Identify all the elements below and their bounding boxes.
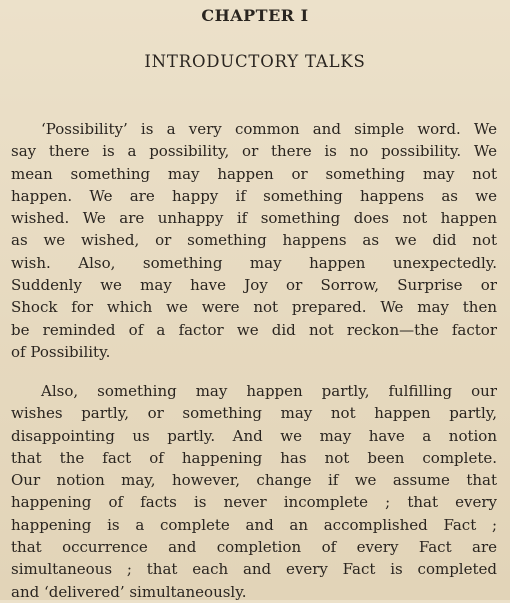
text-line: Shock for which we were not prepared. We may then: [11, 298, 497, 317]
text-line: happening of facts is never incomplete ; that every: [11, 493, 497, 512]
chapter-heading: CHAPTER I: [201, 6, 309, 25]
text-line: and ‘delivered’ simultaneously.: [11, 582, 247, 601]
text-line: be reminded of a factor we did not reckon—the factor: [11, 320, 497, 339]
text-line: of Possibility.: [11, 342, 111, 361]
text-line: Also, something may happen partly, fulfilling our: [41, 382, 497, 400]
text-line: wish. Also, something may happen unexpectedly.: [11, 253, 497, 272]
text-line: that occurrence and completion of every Fact are: [11, 538, 497, 557]
text-line: as we wished, or something happens as we did not: [11, 231, 497, 250]
text-line: simultaneous ; that each and every Fact is completed: [11, 560, 497, 579]
text-line: happen. We are happy if something happens as we: [11, 186, 497, 205]
chapter-title: INTRODUCTORY TALKS: [144, 52, 366, 71]
text-line: wished. We are unhappy if something does not happen: [11, 209, 497, 228]
text-line: Our notion may, however, change if we assume that: [11, 471, 497, 490]
paragraph-1: [11, 118, 497, 363]
paragraph-2: [11, 380, 497, 603]
text-line: say there is a possibility, or there is no possibility. We: [11, 142, 497, 161]
text-line: that the fact of happening has not been complete.: [11, 448, 497, 467]
text-line: mean something may happen or something may not: [11, 164, 497, 183]
text-line: wishes partly, or something may not happen partly,: [11, 404, 497, 423]
text-line: ‘Possibility’ is a very common and simple word. We: [41, 120, 497, 138]
text-line: happening is a complete and an accomplished Fact ;: [11, 515, 497, 534]
text-line: disappointing us partly. And we may have a notion: [11, 426, 497, 445]
text-line: Suddenly we may have Joy or Sorrow, Surprise or: [11, 276, 497, 295]
